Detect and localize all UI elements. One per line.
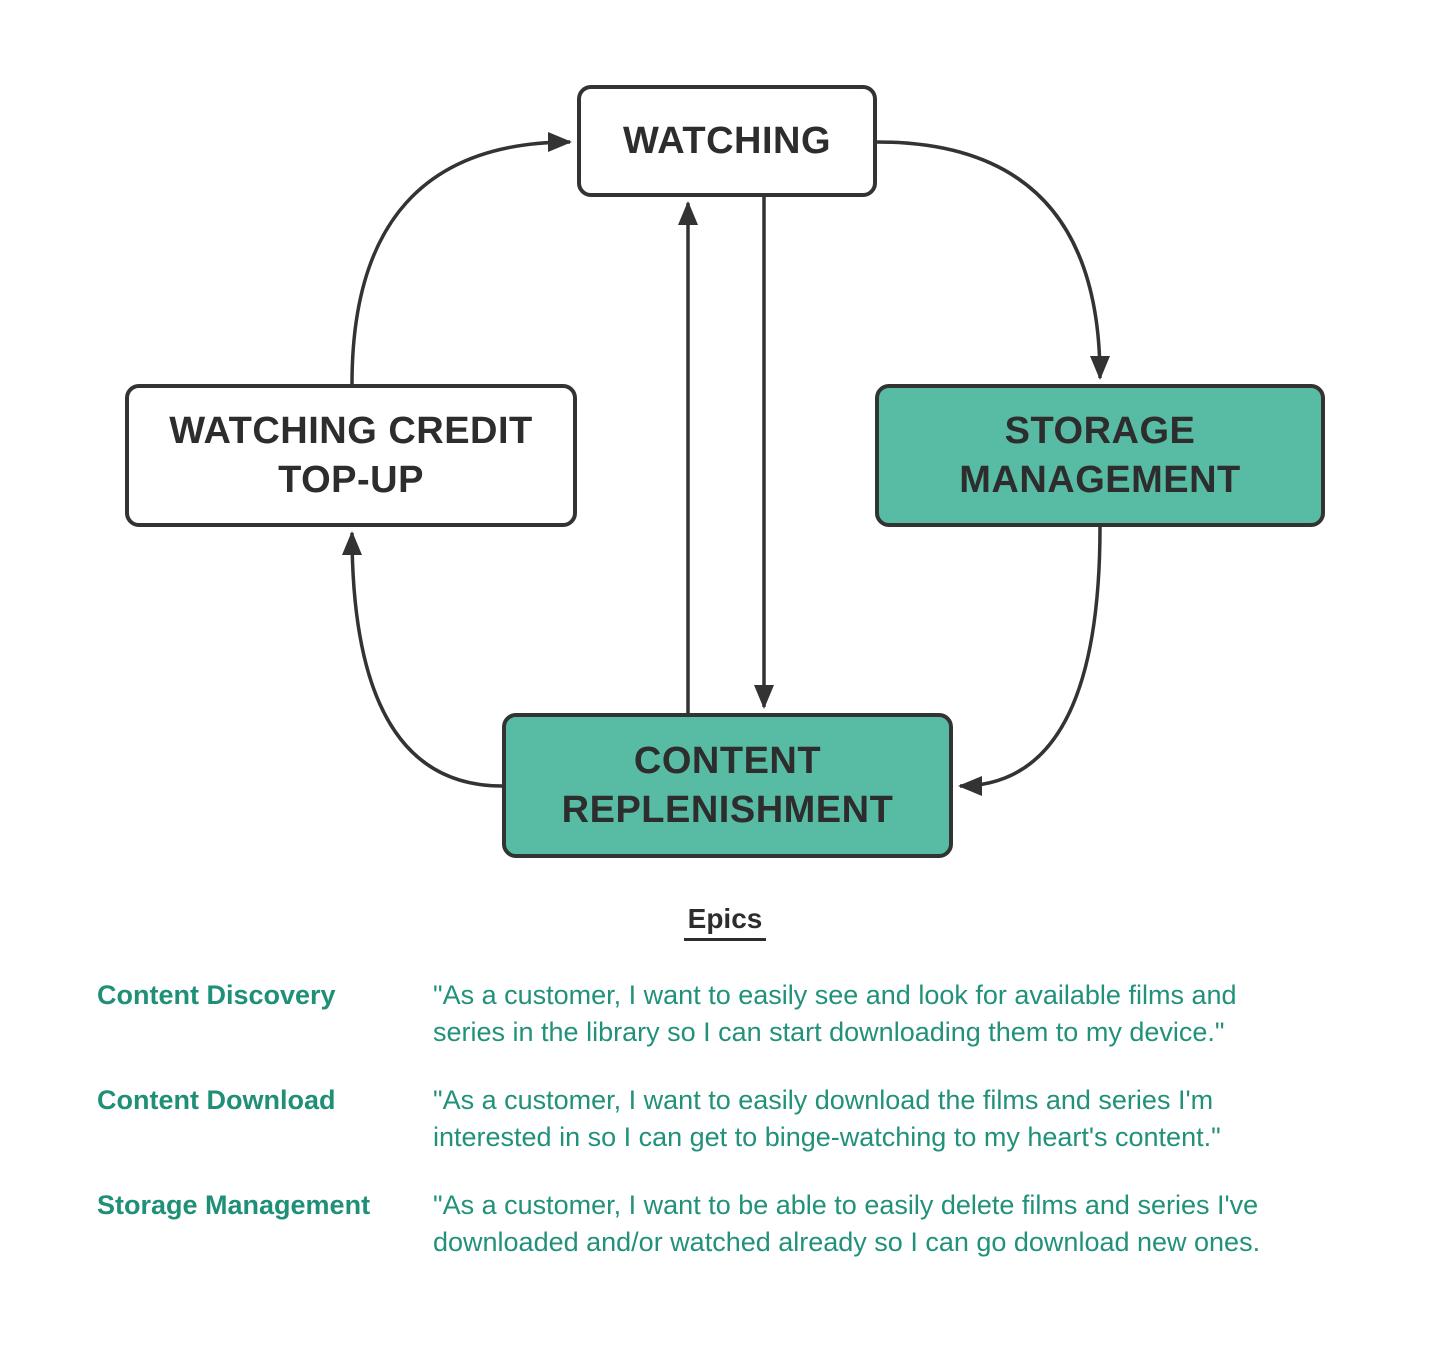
edge-watching-to-storage: [877, 142, 1100, 378]
epics-section: [0, 903, 1450, 941]
epic-row-content-discovery: [97, 977, 1353, 1051]
epic-name: Content Download: [97, 1085, 336, 1115]
epic-quote: [433, 1082, 1221, 1156]
epic-quote: [433, 1187, 1260, 1261]
node-storage-management-label: STORAGE MANAGEMENT: [959, 409, 1241, 501]
epic-row-content-download: [97, 1082, 1353, 1156]
epic-quote-line: "As a customer, I want to be able to easily delete films and series I've: [433, 1190, 1259, 1220]
epic-quote-line: "As a customer, I want to easily see and look for available films and: [433, 980, 1237, 1010]
node-content-replenishment-label: CONTENT REPLENISHMENT: [561, 739, 894, 831]
epic-quote-line: "As a customer, I want to easily download the films and series I'm: [433, 1085, 1214, 1115]
node-watching: [577, 85, 877, 197]
epic-name: Storage Management: [97, 1190, 371, 1220]
epic-name: Content Discovery: [97, 980, 336, 1010]
node-watching-credit-top-up: [125, 384, 577, 527]
epic-row-storage-management: [97, 1187, 1353, 1261]
node-storage-management: [875, 384, 1325, 527]
edge-replenishment-to-credit: [352, 533, 502, 786]
edge-storage-to-replenishment: [960, 527, 1100, 786]
epic-quote: [433, 977, 1237, 1051]
epic-quote-line: downloaded and/or watched already so I can go download new ones.: [433, 1227, 1261, 1257]
node-watching-credit-top-up-label: WATCHING CREDIT TOP-UP: [169, 409, 533, 501]
epics-title: Epics: [684, 903, 767, 941]
node-watching-label: WATCHING: [622, 119, 832, 162]
node-content-replenishment: [502, 713, 953, 858]
epics-list: [97, 977, 1353, 1261]
edge-credit-to-watching: [352, 142, 570, 384]
epic-quote-line: series in the library so I can start downloading them to my device.": [433, 1017, 1225, 1047]
epic-quote-line: interested in so I can get to binge-watching to my heart's content.": [433, 1122, 1221, 1152]
